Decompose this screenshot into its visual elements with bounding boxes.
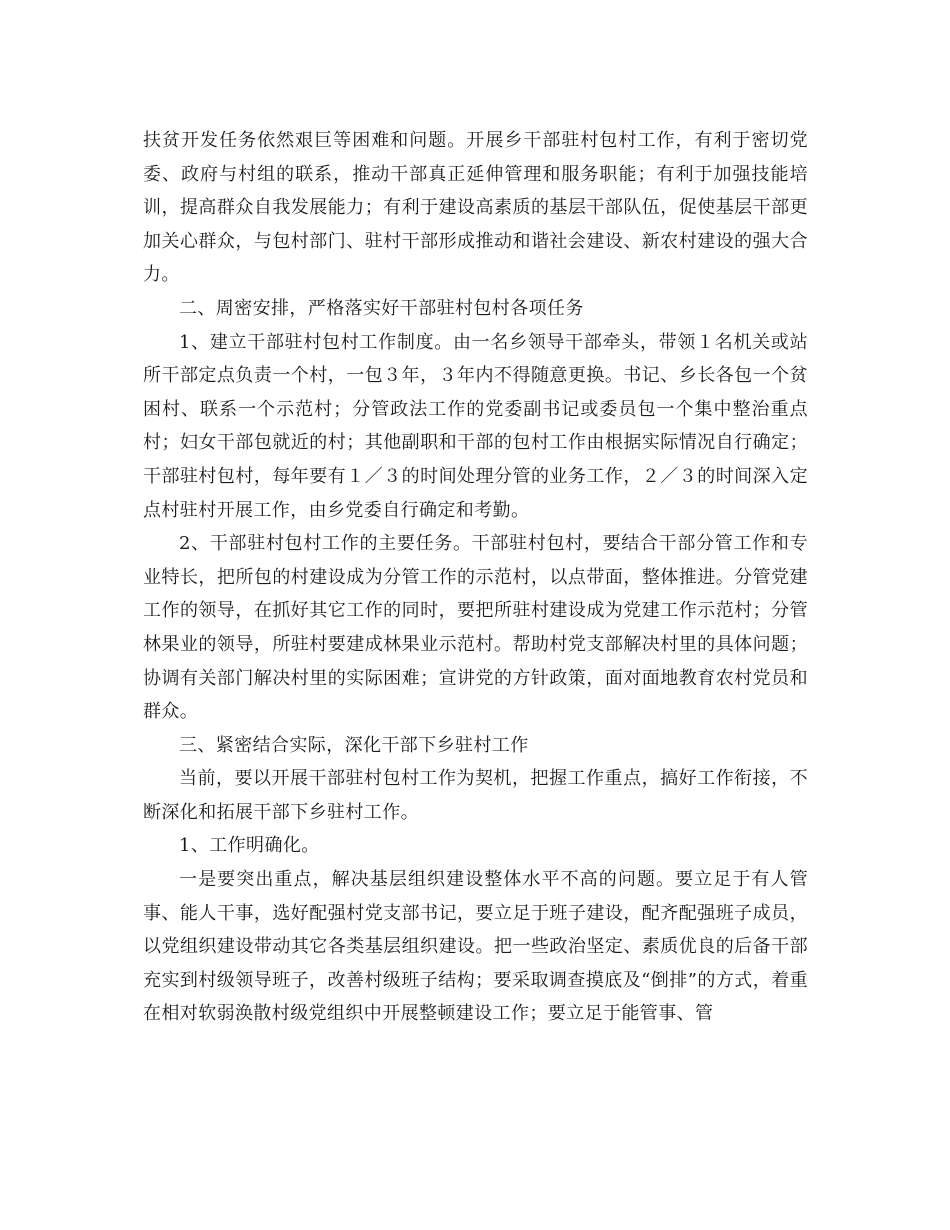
paragraph-continuation: 扶贫开发任务依然艰巨等困难和问题。开展乡干部驻村包村工作，有利于密切党委、政府与村组的联系，推动干部真正延伸管理和服务职能；有利于加强技能培训，提高群众自我发展能力；有利于建设高素质的基层干部队伍，促使基层干部更加关心群众，与包村部门、驻村干部形成推动和谐社会建设、新农村建设的强大合力。 bbox=[143, 130, 808, 286]
paragraph-key-points: 一是要突出重点，解决基层组织建设整体水平不高的问题。要立足于有人管事、能人干事，选好配强村党支部书记，要立足于班子建设，配齐配强班子成员，以党组织建设带动其它各类基层组织建设。把一些政治坚定、素质优良的后备干部充实到村级领导班子，改善村级班子结构；要采取调查摸底及“倒排”的方式，着重在相对软弱涣散村级党组织中开展整顿建设工作；要立足于能管事、管 bbox=[143, 869, 808, 1025]
paragraph-work-system: 1、建立干部驻村包村工作制度。由一名乡领导干部牵头，带领１名机关或站所干部定点负责一个村，一包３年，３年内不得随意更换。书记、乡长各包一个贫困村、联系一个示范村；分管政法工作的党委副书记或委员包一个集中整治重点村；妇女干部包就近的村；其他副职和干部的包村工作由根据实际情况自行确定；干部驻村包村，每年要有１／３的时间处理分管的业务工作，２／３的时间深入定点村驻村开展工作，由乡党委自行确定和考勤。 bbox=[143, 331, 808, 521]
section-heading-two: 二、周密安排，严格落实好干部驻村包村各项任务 bbox=[179, 297, 584, 319]
subheading-work-clarification: 1、工作明确化。 bbox=[179, 835, 320, 857]
paragraph-main-tasks: 2、干部驻村包村工作的主要任务。干部驻村包村，要结合干部分管工作和专业特长，把所包的村建设成为分管工作的示范村，以点带面，整体推进。分管党建工作的领导，在抓好其它工作的同时，要把所驻村建设成为党建工作示范村；分管林果业的领导，所驻村要建成林果业示范村。帮助村党支部解决村里的具体问题；协调有关部门解决村里的实际困难；宣讲党的方针政策，面对面地教育农村党员和群众。 bbox=[143, 533, 808, 723]
section-heading-three: 三、紧密结合实际，深化干部下乡驻村工作 bbox=[179, 734, 529, 756]
document-body bbox=[143, 124, 808, 1031]
paragraph-current-focus: 当前，要以开展干部驻村包村工作为契机，把握工作重点，搞好工作衔接，不断深化和拓展干部下乡驻村工作。 bbox=[143, 768, 808, 823]
